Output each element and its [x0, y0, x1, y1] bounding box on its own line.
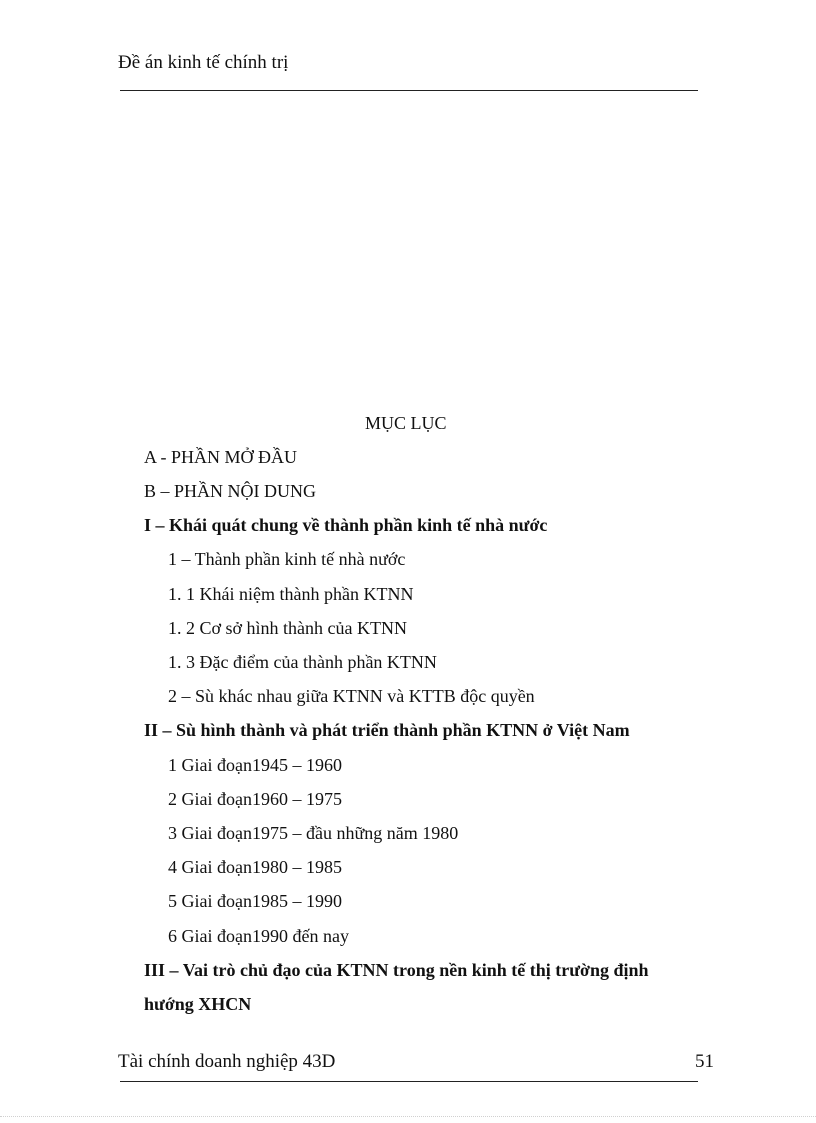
toc-item-stage-4: 4 Giai đoạn1980 – 1985: [168, 857, 342, 877]
toc-item-section-iii: III – Vai trò chủ đạo của KTNN trong nền kinh tế thị trường định: [144, 960, 649, 980]
toc-title: MỤC LỤC: [365, 413, 447, 433]
toc-item-1: 1 – Thành phần kinh tế nhà nước: [168, 549, 406, 569]
page-number: 51: [695, 1051, 714, 1072]
footer-divider: [120, 1081, 698, 1082]
toc-item-1-1: 1. 1 Khái niệm thành phần KTNN: [168, 584, 414, 604]
toc-item-section-i: I – Khái quát chung về thành phần kinh tế nhà nước: [144, 515, 548, 535]
toc-item-stage-1: 1 Giai đoạn1945 – 1960: [168, 755, 342, 775]
toc-item-section-ii: II – Sù hình thành và phát triển thành phần KTNN ở Việt Nam: [144, 720, 630, 740]
toc-item-stage-6: 6 Giai đoạn1990 đến nay: [168, 926, 349, 946]
toc-item-part-b: B – PHẦN NỘI DUNG: [144, 481, 317, 501]
footer-course-label: Tài chính doanh nghiệp 43D: [118, 1051, 336, 1072]
header-divider: [120, 90, 698, 91]
toc-item-2: 2 – Sù khác nhau giữa KTNN và KTTB độc quyền: [168, 686, 535, 706]
toc-item-1-3: 1. 3 Đặc điểm của thành phần KTNN: [168, 652, 437, 672]
toc-item-section-iii-cont: hướng XHCN: [144, 994, 252, 1014]
toc-item-stage-3: 3 Giai đoạn1975 – đầu những năm 1980: [168, 823, 459, 843]
toc-item-stage-2: 2 Giai đoạn1960 – 1975: [168, 789, 342, 809]
toc-item-stage-5: 5 Giai đoạn1985 – 1990: [168, 891, 342, 911]
toc-item-part-a: A - PHẦN MỞ ĐẦU: [144, 447, 298, 467]
header-title: Đề án kinh tế chính trị: [118, 52, 289, 73]
toc-item-1-2: 1. 2 Cơ sở hình thành của KTNN: [168, 618, 408, 638]
page-edge-divider: [0, 1116, 816, 1117]
